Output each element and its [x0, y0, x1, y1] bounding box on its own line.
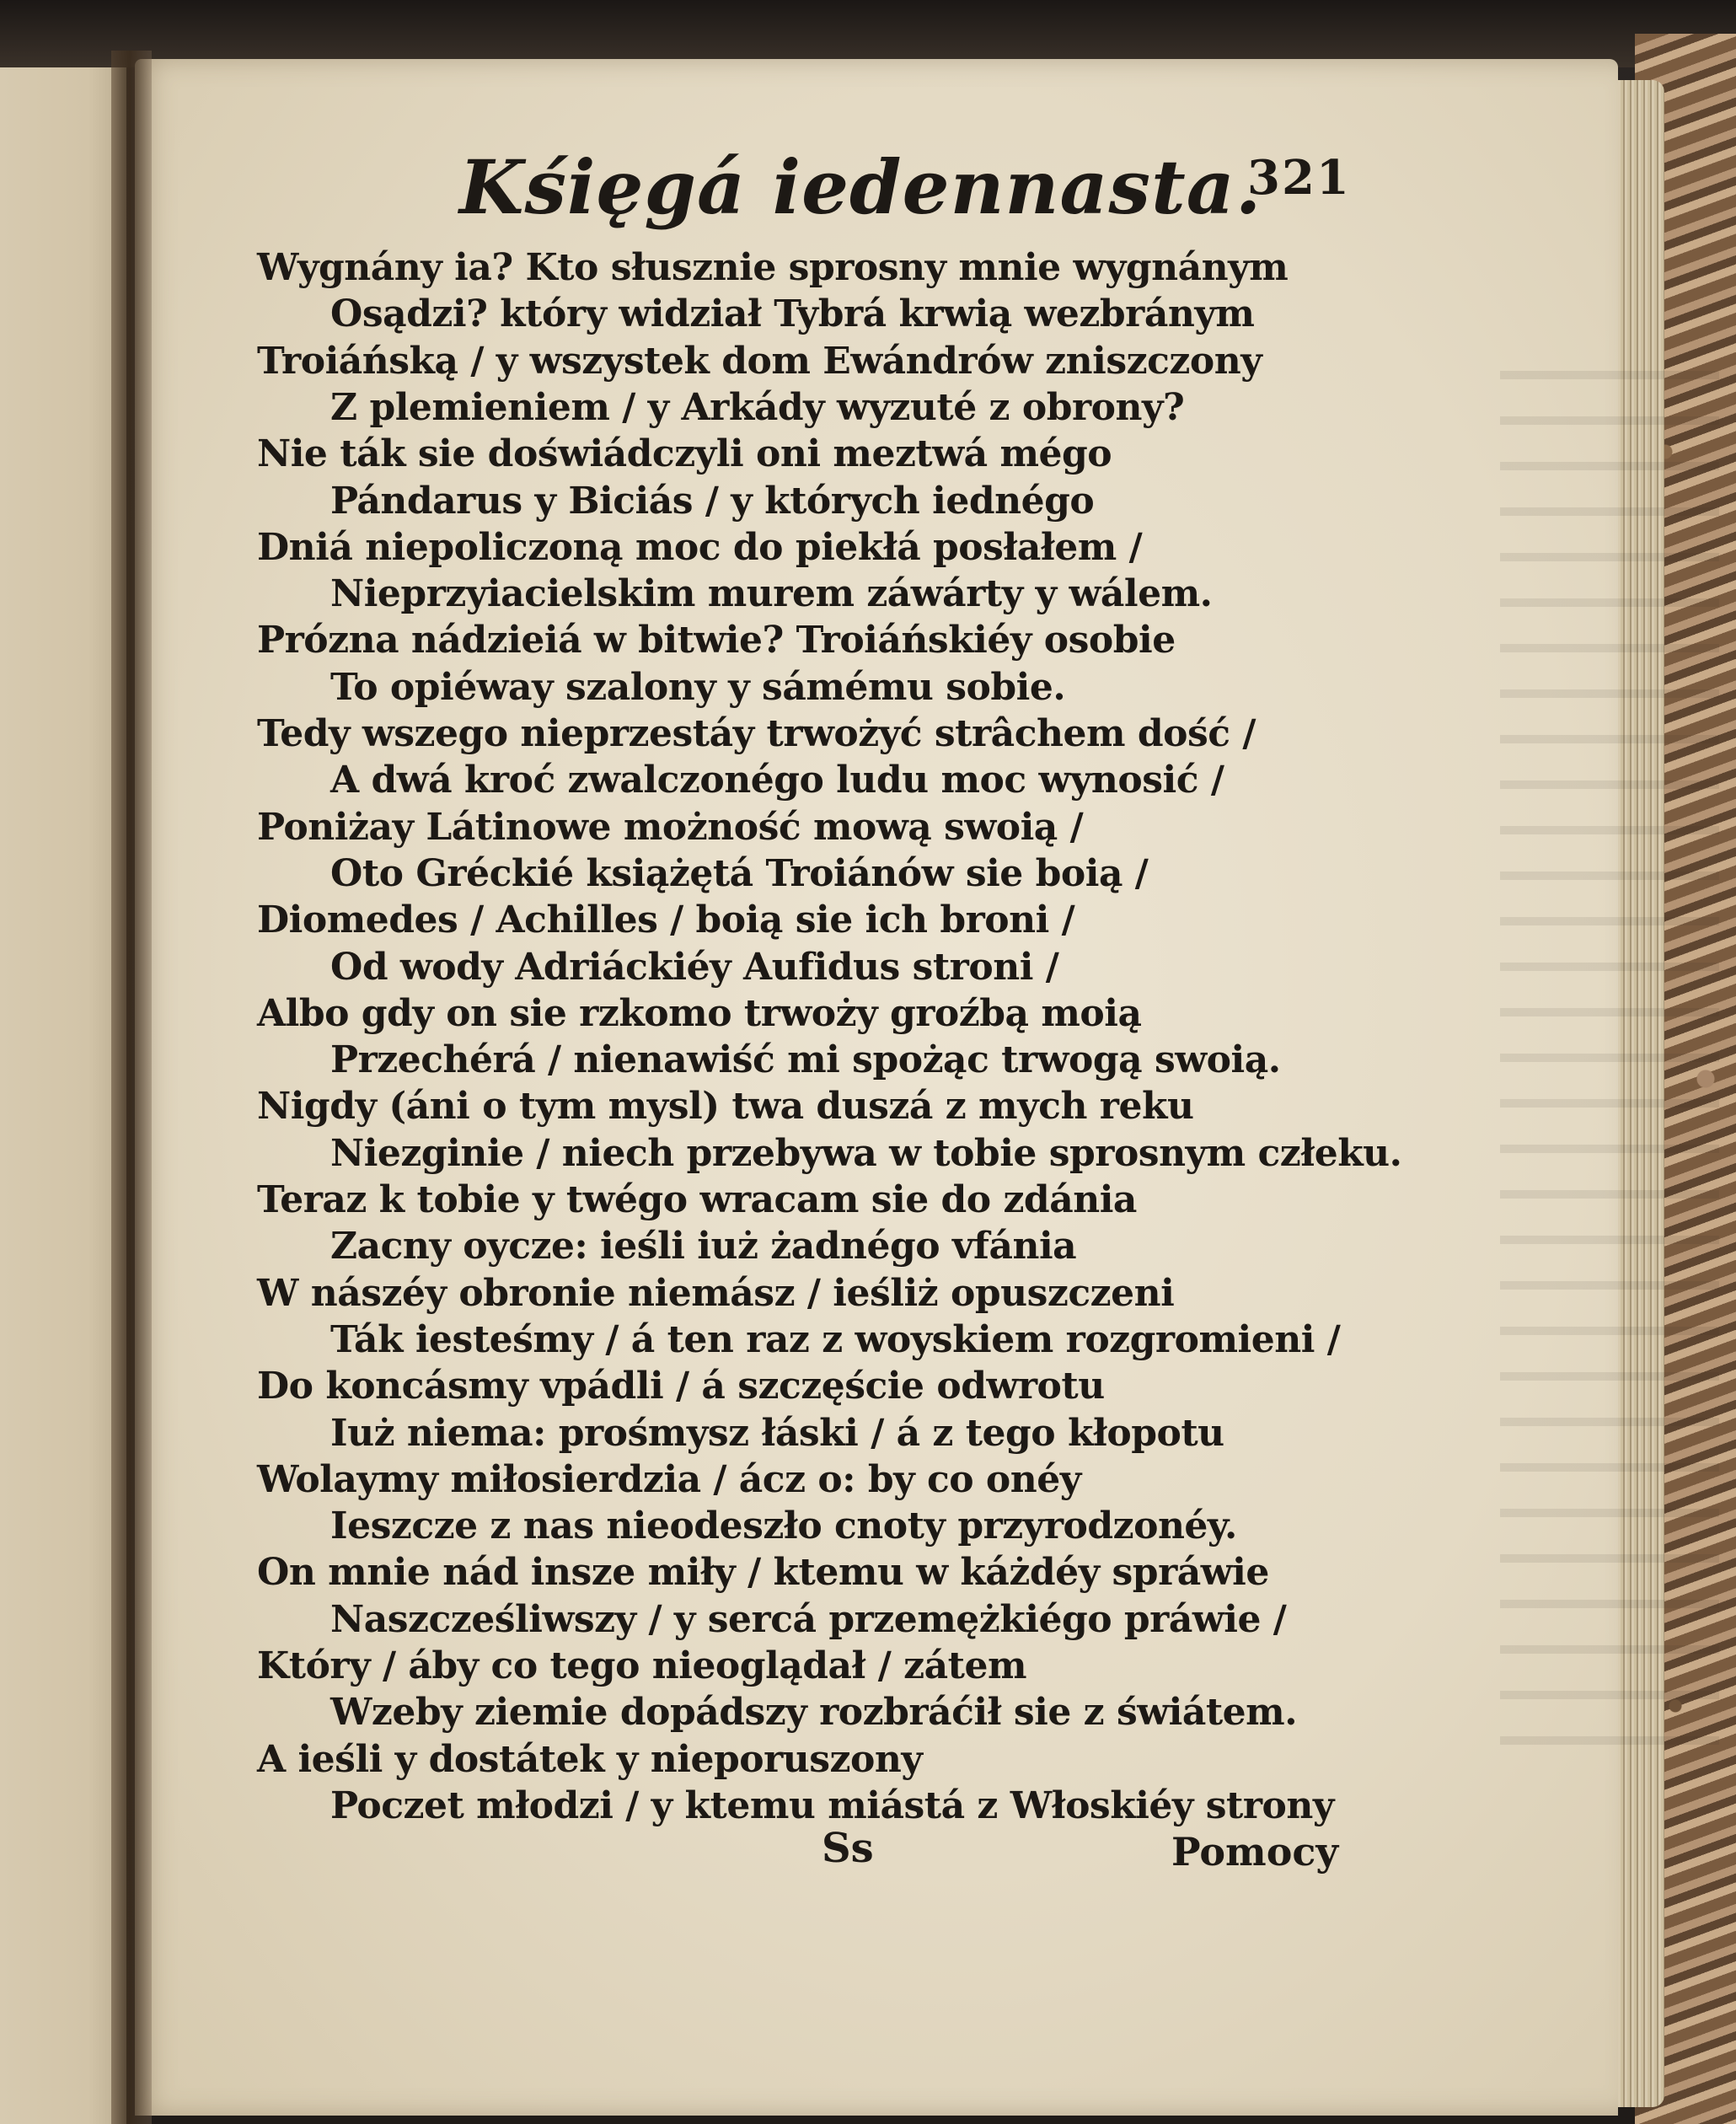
verse-line: Wzeby ziemie dopádszy rozbráćił sie z świátem.	[330, 1691, 1298, 1735]
verse-line: Tedy wszego nieprzestáy trwożyć strâchem dość /	[257, 712, 1256, 755]
signature-mark: Ss	[822, 1825, 874, 1872]
verse-line: Naszcześliwszy / y sercá przemężkiégo práwie /	[330, 1597, 1287, 1641]
verse-line: Troiáńską / y wszystek dom Ewándrów zniszczony	[257, 339, 1262, 383]
verse-line: Z plemieniem / y Arkády wyzuté z obrony?	[330, 385, 1185, 429]
verse-line: Wygnány ia? Kto słusznie sprosny mnie wygnánym	[257, 246, 1289, 289]
verse-line: Który / áby co tego nieoglądał / zátem	[257, 1644, 1027, 1687]
verse-line: Nigdy (áni o tym mysl) twa duszá z mych reku	[257, 1085, 1194, 1129]
verse-line: Teraz k tobie y twégo wracam sie do zdánia	[257, 1178, 1137, 1221]
verse-line: Pándarus y Biciás / y których iednégo	[330, 479, 1095, 523]
catchword: Pomocy	[1171, 1829, 1339, 1875]
verse-line: Do koncásmy vpádli / á szczęście odwrotu	[257, 1365, 1105, 1408]
verse-line: Prózna nádzieiá w bitwie? Troiáńskiéy osobie	[257, 619, 1176, 662]
verse-line: Niezginie / niech przebywa w tobie sprosnym człeku.	[330, 1131, 1402, 1175]
verse-line: Wolaymy miłosierdzia / ácz o: by co onéy	[257, 1457, 1081, 1501]
verse-line: Nie ták sie doświádczyli oni meztwá mégo	[257, 432, 1112, 476]
verse-line: Albo gdy on sie rzkomo trwoży groźbą moią	[257, 991, 1142, 1035]
verse-line: W nászéy obronie niemász / ieśliż opuszczeni	[257, 1271, 1175, 1315]
verse-line: Przechérá / nienawiść mi spożąc trwogą swoią.	[330, 1038, 1281, 1082]
verse-line: Nieprzyiacielskim murem záwárty y wálem.	[330, 572, 1213, 616]
verse-line: A dwá kroć zwalczonégo ludu moc wynosić /	[330, 759, 1224, 802]
running-head: Kśięgá iedennasta.	[459, 143, 1262, 231]
verse-line: Osądzi? który widział Tybrá krwią wezbránym	[330, 292, 1255, 336]
verse-line: On mnie nád insze miły / ktemu w káżdéy spráwie	[257, 1551, 1269, 1595]
verse-line: A ieśli y dostátek y nieporuszony	[257, 1737, 923, 1781]
verse-line: Poniżay Látinowe możność mową swoią /	[257, 805, 1084, 849]
verse-line: Oto Gréckié książętá Troiánów sie boią /	[330, 851, 1149, 895]
verse-line: Iuż niema: prośmysz łáski / á z tego kłopotu	[330, 1411, 1224, 1455]
page-number: 321	[1247, 150, 1351, 206]
verse-line: Ták iesteśmy / á ten raz z woyskiem rozgromieni /	[330, 1317, 1341, 1361]
verse-line: Od wody Adriáckiéy Aufidus stroni /	[330, 945, 1059, 989]
verse-line: Dniá niepoliczoną moc do piekłá posłałem /	[257, 525, 1143, 569]
verse-line: Ieszcze z nas nieodeszło cnoty przyrodzonéy.	[330, 1504, 1237, 1548]
verse-line: Zacny oycze: ieśli iuż żadnégo vfánia	[330, 1225, 1077, 1268]
verse-line: Diomedes / Achilles / boią sie ich broni /	[257, 898, 1075, 942]
verse-line: Poczet młodzi / y ktemu miástá z Włoskiéy strony	[330, 1783, 1334, 1827]
verse-line: To opiéway szalony y sámému sobie.	[330, 665, 1066, 709]
